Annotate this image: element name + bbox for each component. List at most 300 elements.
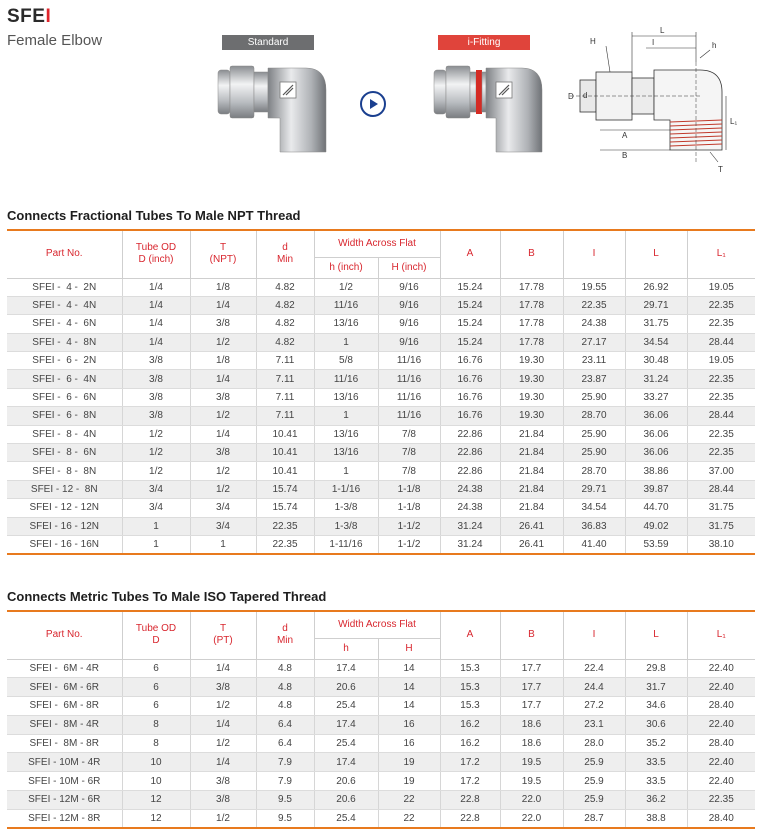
table-cell: 20.6 bbox=[314, 791, 378, 810]
table-cell: 14 bbox=[378, 659, 440, 678]
table-cell: 1-1/8 bbox=[378, 499, 440, 517]
table-cell: 36.06 bbox=[625, 407, 687, 425]
col-tube-od: Tube OD D bbox=[122, 611, 190, 659]
table-cell: 36.2 bbox=[625, 791, 687, 810]
table-cell: 31.75 bbox=[687, 499, 755, 517]
table-cell: 19.30 bbox=[500, 407, 563, 425]
table-cell: 6.4 bbox=[256, 734, 314, 753]
part-number-cell: SFEI - 4 - 4N bbox=[7, 296, 122, 314]
table-cell: 49.02 bbox=[625, 517, 687, 535]
table-cell: 33.27 bbox=[625, 388, 687, 406]
table-cell: 29.8 bbox=[625, 659, 687, 678]
table-cell: 15.3 bbox=[440, 697, 500, 716]
table-cell: 22.8 bbox=[440, 791, 500, 810]
col-l: L bbox=[625, 611, 687, 659]
table-cell: 17.4 bbox=[314, 659, 378, 678]
table-cell: 19.30 bbox=[500, 388, 563, 406]
table-cell: 23.87 bbox=[563, 370, 625, 388]
col-i: I bbox=[563, 611, 625, 659]
table-row bbox=[7, 333, 755, 351]
table-row bbox=[7, 772, 755, 791]
table-cell: 1/4 bbox=[190, 296, 256, 314]
table-cell: 19.05 bbox=[687, 278, 755, 296]
table-cell: 30.6 bbox=[625, 715, 687, 734]
table-cell: 16.76 bbox=[440, 370, 500, 388]
compare-arrow-icon bbox=[360, 91, 386, 117]
svg-text:T: T bbox=[718, 165, 723, 174]
table-cell: 29.71 bbox=[625, 296, 687, 314]
table-cell: 17.2 bbox=[440, 753, 500, 772]
table-cell: 9/16 bbox=[378, 296, 440, 314]
table-cell: 11/16 bbox=[378, 388, 440, 406]
table-cell: 22.35 bbox=[687, 370, 755, 388]
table-cell: 4.8 bbox=[256, 678, 314, 697]
table-cell: 9/16 bbox=[378, 333, 440, 351]
table-row bbox=[7, 425, 755, 443]
svg-text:L₁: L₁ bbox=[730, 117, 738, 126]
table-cell: 17.78 bbox=[500, 315, 563, 333]
table-cell: 1-3/8 bbox=[314, 517, 378, 535]
table-cell: 35.2 bbox=[625, 734, 687, 753]
col-t: T (NPT) bbox=[190, 230, 256, 278]
fractional-table-body bbox=[7, 278, 755, 554]
col-part-no: Part No. bbox=[7, 611, 122, 659]
table-cell: 28.40 bbox=[687, 734, 755, 753]
table-cell: 1/4 bbox=[190, 659, 256, 678]
table-cell: 22.35 bbox=[687, 791, 755, 810]
standard-tag: Standard bbox=[222, 35, 314, 50]
metric-section-title: Connects Metric Tubes To Male ISO Tapered Thread bbox=[7, 589, 327, 604]
table-cell: 3/8 bbox=[122, 407, 190, 425]
part-number-cell: SFEI - 6 - 6N bbox=[7, 388, 122, 406]
table-cell: 3/4 bbox=[190, 499, 256, 517]
col-t: T (PT) bbox=[190, 611, 256, 659]
table-cell: 22.4 bbox=[563, 659, 625, 678]
table-cell: 10.41 bbox=[256, 444, 314, 462]
table-cell: 1/4 bbox=[190, 370, 256, 388]
table-cell: 17.4 bbox=[314, 715, 378, 734]
table-cell: 1 bbox=[190, 535, 256, 553]
table-cell: 4.82 bbox=[256, 278, 314, 296]
table-cell: 34.54 bbox=[625, 333, 687, 351]
metric-spec-table bbox=[7, 610, 755, 829]
table-cell: 17.78 bbox=[500, 296, 563, 314]
table-cell: 22.86 bbox=[440, 462, 500, 480]
table-cell: 3/8 bbox=[190, 388, 256, 406]
product-name: Female Elbow bbox=[7, 32, 103, 49]
table-cell: 3/8 bbox=[190, 772, 256, 791]
table-cell: 1/4 bbox=[190, 753, 256, 772]
table-cell: 22.40 bbox=[687, 753, 755, 772]
table-cell: 28.70 bbox=[563, 462, 625, 480]
table-row bbox=[7, 753, 755, 772]
col-width-across-flat: Width Across Flat bbox=[314, 230, 440, 257]
table-cell: 19 bbox=[378, 772, 440, 791]
table-cell: 4.82 bbox=[256, 333, 314, 351]
svg-text:I: I bbox=[652, 38, 655, 47]
svg-text:A: A bbox=[622, 131, 628, 140]
table-cell: 1/2 bbox=[190, 734, 256, 753]
part-number-cell: SFEI - 6 - 2N bbox=[7, 352, 122, 370]
ifitting-image bbox=[430, 60, 550, 160]
table-cell: 9/16 bbox=[378, 278, 440, 296]
table-cell: 12 bbox=[122, 791, 190, 810]
table-cell: 19 bbox=[378, 753, 440, 772]
table-cell: 1 bbox=[314, 407, 378, 425]
table-cell: 3/4 bbox=[122, 480, 190, 498]
table-row bbox=[7, 315, 755, 333]
table-cell: 37.00 bbox=[687, 462, 755, 480]
table-cell: 25.9 bbox=[563, 772, 625, 791]
table-cell: 20.6 bbox=[314, 678, 378, 697]
table-cell: 19.30 bbox=[500, 352, 563, 370]
table-cell: 13/16 bbox=[314, 315, 378, 333]
table-cell: 25.9 bbox=[563, 791, 625, 810]
table-cell: 22.35 bbox=[687, 315, 755, 333]
table-cell: 24.4 bbox=[563, 678, 625, 697]
table-row bbox=[7, 517, 755, 535]
table-cell: 21.84 bbox=[500, 444, 563, 462]
table-cell: 31.24 bbox=[440, 535, 500, 553]
table-cell: 3/4 bbox=[122, 499, 190, 517]
table-cell: 18.6 bbox=[500, 734, 563, 753]
table-cell: 11/16 bbox=[314, 370, 378, 388]
table-row bbox=[7, 791, 755, 810]
table-cell: 15.24 bbox=[440, 278, 500, 296]
table-cell: 31.24 bbox=[440, 517, 500, 535]
col-a: A bbox=[440, 230, 500, 278]
table-cell: 15.74 bbox=[256, 499, 314, 517]
svg-text:H: H bbox=[590, 37, 596, 46]
table-cell: 13/16 bbox=[314, 444, 378, 462]
table-row bbox=[7, 697, 755, 716]
table-cell: 31.75 bbox=[687, 517, 755, 535]
svg-text:h: h bbox=[712, 41, 717, 50]
table-row bbox=[7, 388, 755, 406]
table-cell: 28.70 bbox=[563, 407, 625, 425]
table-cell: 1-11/16 bbox=[314, 535, 378, 553]
table-cell: 9.5 bbox=[256, 791, 314, 810]
table-cell: 22.0 bbox=[500, 809, 563, 828]
table-cell: 1/4 bbox=[122, 278, 190, 296]
table-cell: 25.4 bbox=[314, 697, 378, 716]
table-cell: 22.40 bbox=[687, 659, 755, 678]
table-cell: 6 bbox=[122, 678, 190, 697]
svg-text:B: B bbox=[622, 151, 628, 160]
table-cell: 15.3 bbox=[440, 659, 500, 678]
table-cell: 3/8 bbox=[190, 791, 256, 810]
table-cell: 16.2 bbox=[440, 715, 500, 734]
table-cell: 25.90 bbox=[563, 388, 625, 406]
col-l: L bbox=[625, 230, 687, 278]
table-cell: 24.38 bbox=[563, 315, 625, 333]
table-cell: 26.41 bbox=[500, 517, 563, 535]
ifitting-tag: i-Fitting bbox=[438, 35, 530, 50]
table-cell: 21.84 bbox=[500, 499, 563, 517]
table-cell: 8 bbox=[122, 715, 190, 734]
table-row bbox=[7, 659, 755, 678]
table-cell: 5/8 bbox=[314, 352, 378, 370]
table-cell: 11/16 bbox=[378, 370, 440, 388]
table-cell: 19.5 bbox=[500, 772, 563, 791]
table-row bbox=[7, 535, 755, 553]
table-cell: 1/4 bbox=[122, 296, 190, 314]
part-number-cell: SFEI - 4 - 8N bbox=[7, 333, 122, 351]
table-cell: 3/8 bbox=[190, 444, 256, 462]
table-cell: 25.4 bbox=[314, 734, 378, 753]
table-cell: 1/2 bbox=[190, 697, 256, 716]
table-row bbox=[7, 370, 755, 388]
table-cell: 22.8 bbox=[440, 809, 500, 828]
table-cell: 3/8 bbox=[190, 315, 256, 333]
table-cell: 11/16 bbox=[378, 352, 440, 370]
standard-fitting-image bbox=[214, 60, 334, 160]
part-number-cell: SFEI - 6M - 6R bbox=[7, 678, 122, 697]
col-d: d Min bbox=[256, 611, 314, 659]
table-cell: 9/16 bbox=[378, 315, 440, 333]
col-tube-od: Tube OD D (inch) bbox=[122, 230, 190, 278]
table-cell: 25.90 bbox=[563, 444, 625, 462]
table-cell: 16.76 bbox=[440, 407, 500, 425]
part-number-cell: SFEI - 12 - 12N bbox=[7, 499, 122, 517]
part-number-cell: SFEI - 4 - 6N bbox=[7, 315, 122, 333]
table-cell: 3/4 bbox=[190, 517, 256, 535]
table-cell: 28.44 bbox=[687, 407, 755, 425]
table-cell: 31.7 bbox=[625, 678, 687, 697]
part-number-cell: SFEI - 4 - 2N bbox=[7, 278, 122, 296]
table-cell: 17.78 bbox=[500, 278, 563, 296]
col-a: A bbox=[440, 611, 500, 659]
table-cell: 7/8 bbox=[378, 444, 440, 462]
table-cell: 22 bbox=[378, 809, 440, 828]
part-number-cell: SFEI - 8M - 8R bbox=[7, 734, 122, 753]
table-cell: 1/4 bbox=[122, 333, 190, 351]
table-cell: 16.76 bbox=[440, 388, 500, 406]
part-number-cell: SFEI - 12M - 8R bbox=[7, 809, 122, 828]
table-cell: 31.75 bbox=[625, 315, 687, 333]
table-cell: 10.41 bbox=[256, 462, 314, 480]
table-cell: 25.90 bbox=[563, 425, 625, 443]
part-number-cell: SFEI - 16 - 16N bbox=[7, 535, 122, 553]
table-cell: 1/2 bbox=[190, 480, 256, 498]
part-number-cell: SFEI - 10M - 4R bbox=[7, 753, 122, 772]
table-cell: 14 bbox=[378, 678, 440, 697]
table-cell: 1-1/2 bbox=[378, 517, 440, 535]
col-l1: L₁ bbox=[687, 611, 755, 659]
table-cell: 22.0 bbox=[500, 791, 563, 810]
table-row bbox=[7, 278, 755, 296]
table-row bbox=[7, 444, 755, 462]
table-cell: 4.8 bbox=[256, 697, 314, 716]
col-width-across-flat: Width Across Flat bbox=[314, 611, 440, 638]
table-cell: 10 bbox=[122, 753, 190, 772]
table-cell: 22.35 bbox=[687, 425, 755, 443]
fractional-section-title: Connects Fractional Tubes To Male NPT Thread bbox=[7, 208, 301, 223]
table-cell: 28.0 bbox=[563, 734, 625, 753]
table-cell: 21.84 bbox=[500, 425, 563, 443]
table-cell: 21.84 bbox=[500, 480, 563, 498]
table-cell: 19.30 bbox=[500, 370, 563, 388]
table-cell: 22.35 bbox=[563, 296, 625, 314]
table-cell: 1/4 bbox=[190, 425, 256, 443]
table-cell: 3/8 bbox=[122, 370, 190, 388]
part-number-cell: SFEI - 8 - 4N bbox=[7, 425, 122, 443]
table-cell: 21.84 bbox=[500, 462, 563, 480]
table-cell: 28.44 bbox=[687, 480, 755, 498]
col-h-large: H (inch) bbox=[378, 257, 440, 278]
table-cell: 7.11 bbox=[256, 407, 314, 425]
table-cell: 26.41 bbox=[500, 535, 563, 553]
table-cell: 1 bbox=[314, 333, 378, 351]
table-cell: 1-1/2 bbox=[378, 535, 440, 553]
table-cell: 9.5 bbox=[256, 809, 314, 828]
table-cell: 22.40 bbox=[687, 715, 755, 734]
table-cell: 22.40 bbox=[687, 772, 755, 791]
table-cell: 28.40 bbox=[687, 697, 755, 716]
table-cell: 1/2 bbox=[122, 425, 190, 443]
table-cell: 1 bbox=[314, 462, 378, 480]
table-cell: 38.10 bbox=[687, 535, 755, 553]
table-cell: 1/2 bbox=[190, 809, 256, 828]
table-cell: 8 bbox=[122, 734, 190, 753]
table-cell: 6 bbox=[122, 659, 190, 678]
col-i: I bbox=[563, 230, 625, 278]
table-cell: 3/8 bbox=[122, 352, 190, 370]
table-cell: 44.70 bbox=[625, 499, 687, 517]
part-number-cell: SFEI - 6 - 4N bbox=[7, 370, 122, 388]
table-cell: 1/2 bbox=[122, 462, 190, 480]
table-cell: 1-3/8 bbox=[314, 499, 378, 517]
table-cell: 3/8 bbox=[190, 678, 256, 697]
table-cell: 22.35 bbox=[256, 517, 314, 535]
col-part-no: Part No. bbox=[7, 230, 122, 278]
table-cell: 36.06 bbox=[625, 444, 687, 462]
table-cell: 1-1/16 bbox=[314, 480, 378, 498]
table-cell: 27.17 bbox=[563, 333, 625, 351]
product-code-accent: I bbox=[45, 6, 52, 27]
table-cell: 16.2 bbox=[440, 734, 500, 753]
table-cell: 15.24 bbox=[440, 315, 500, 333]
table-cell: 36.06 bbox=[625, 425, 687, 443]
part-number-cell: SFEI - 12 - 8N bbox=[7, 480, 122, 498]
table-cell: 1-1/8 bbox=[378, 480, 440, 498]
table-row bbox=[7, 678, 755, 697]
part-number-cell: SFEI - 16 - 12N bbox=[7, 517, 122, 535]
table-cell: 13/16 bbox=[314, 388, 378, 406]
table-cell: 6 bbox=[122, 697, 190, 716]
table-cell: 7.11 bbox=[256, 352, 314, 370]
product-code: SFEI bbox=[7, 6, 52, 27]
table-cell: 15.3 bbox=[440, 678, 500, 697]
table-row bbox=[7, 407, 755, 425]
table-cell: 6.4 bbox=[256, 715, 314, 734]
table-cell: 19.5 bbox=[500, 753, 563, 772]
col-d: d Min bbox=[256, 230, 314, 278]
table-cell: 29.71 bbox=[563, 480, 625, 498]
table-cell: 22.35 bbox=[687, 444, 755, 462]
table-cell: 16.76 bbox=[440, 352, 500, 370]
table-cell: 7.9 bbox=[256, 772, 314, 791]
table-cell: 33.5 bbox=[625, 753, 687, 772]
col-b: B bbox=[500, 230, 563, 278]
table-row bbox=[7, 352, 755, 370]
table-cell: 1/2 bbox=[190, 462, 256, 480]
table-cell: 15.24 bbox=[440, 296, 500, 314]
table-cell: 19.05 bbox=[687, 352, 755, 370]
table-row bbox=[7, 296, 755, 314]
table-cell: 1/2 bbox=[190, 407, 256, 425]
table-cell: 7.9 bbox=[256, 753, 314, 772]
table-row bbox=[7, 715, 755, 734]
table-cell: 1/4 bbox=[190, 715, 256, 734]
table-cell: 1/8 bbox=[190, 352, 256, 370]
table-cell: 22.35 bbox=[256, 535, 314, 553]
part-number-cell: SFEI - 8 - 8N bbox=[7, 462, 122, 480]
table-cell: 30.48 bbox=[625, 352, 687, 370]
svg-text:D: D bbox=[568, 92, 574, 101]
table-cell: 19.55 bbox=[563, 278, 625, 296]
table-cell: 22.35 bbox=[687, 388, 755, 406]
table-cell: 4.82 bbox=[256, 296, 314, 314]
table-cell: 7/8 bbox=[378, 425, 440, 443]
svg-text:d: d bbox=[583, 91, 588, 100]
table-cell: 22.86 bbox=[440, 425, 500, 443]
table-cell: 1/2 bbox=[314, 278, 378, 296]
product-header bbox=[7, 6, 102, 49]
table-cell: 7.11 bbox=[256, 388, 314, 406]
svg-text:L: L bbox=[660, 26, 665, 35]
table-row bbox=[7, 734, 755, 753]
table-cell: 14 bbox=[378, 697, 440, 716]
part-number-cell: SFEI - 12M - 6R bbox=[7, 791, 122, 810]
table-cell: 36.83 bbox=[563, 517, 625, 535]
table-cell: 24.38 bbox=[440, 499, 500, 517]
part-number-cell: SFEI - 6M - 4R bbox=[7, 659, 122, 678]
col-h-small: h bbox=[314, 638, 378, 659]
dimension-diagram bbox=[560, 22, 750, 177]
table-cell: 34.54 bbox=[563, 499, 625, 517]
table-cell: 1 bbox=[122, 535, 190, 553]
table-cell: 53.59 bbox=[625, 535, 687, 553]
table-cell: 16 bbox=[378, 734, 440, 753]
table-cell: 38.8 bbox=[625, 809, 687, 828]
table-cell: 10 bbox=[122, 772, 190, 791]
table-cell: 4.82 bbox=[256, 315, 314, 333]
part-number-cell: SFEI - 6M - 8R bbox=[7, 697, 122, 716]
table-cell: 25.4 bbox=[314, 809, 378, 828]
table-cell: 22 bbox=[378, 791, 440, 810]
table-cell: 20.6 bbox=[314, 772, 378, 791]
table-cell: 17.7 bbox=[500, 697, 563, 716]
col-b: B bbox=[500, 611, 563, 659]
table-cell: 3/8 bbox=[122, 388, 190, 406]
table-cell: 17.7 bbox=[500, 659, 563, 678]
table-cell: 23.11 bbox=[563, 352, 625, 370]
fractional-spec-table bbox=[7, 229, 755, 555]
table-cell: 11/16 bbox=[378, 407, 440, 425]
table-cell: 23.1 bbox=[563, 715, 625, 734]
table-cell: 31.24 bbox=[625, 370, 687, 388]
table-cell: 11/16 bbox=[314, 296, 378, 314]
table-cell: 17.78 bbox=[500, 333, 563, 351]
part-number-cell: SFEI - 6 - 8N bbox=[7, 407, 122, 425]
table-cell: 26.92 bbox=[625, 278, 687, 296]
part-number-cell: SFEI - 8M - 4R bbox=[7, 715, 122, 734]
table-cell: 41.40 bbox=[563, 535, 625, 553]
table-row bbox=[7, 499, 755, 517]
col-h-large: H bbox=[378, 638, 440, 659]
table-cell: 28.40 bbox=[687, 809, 755, 828]
